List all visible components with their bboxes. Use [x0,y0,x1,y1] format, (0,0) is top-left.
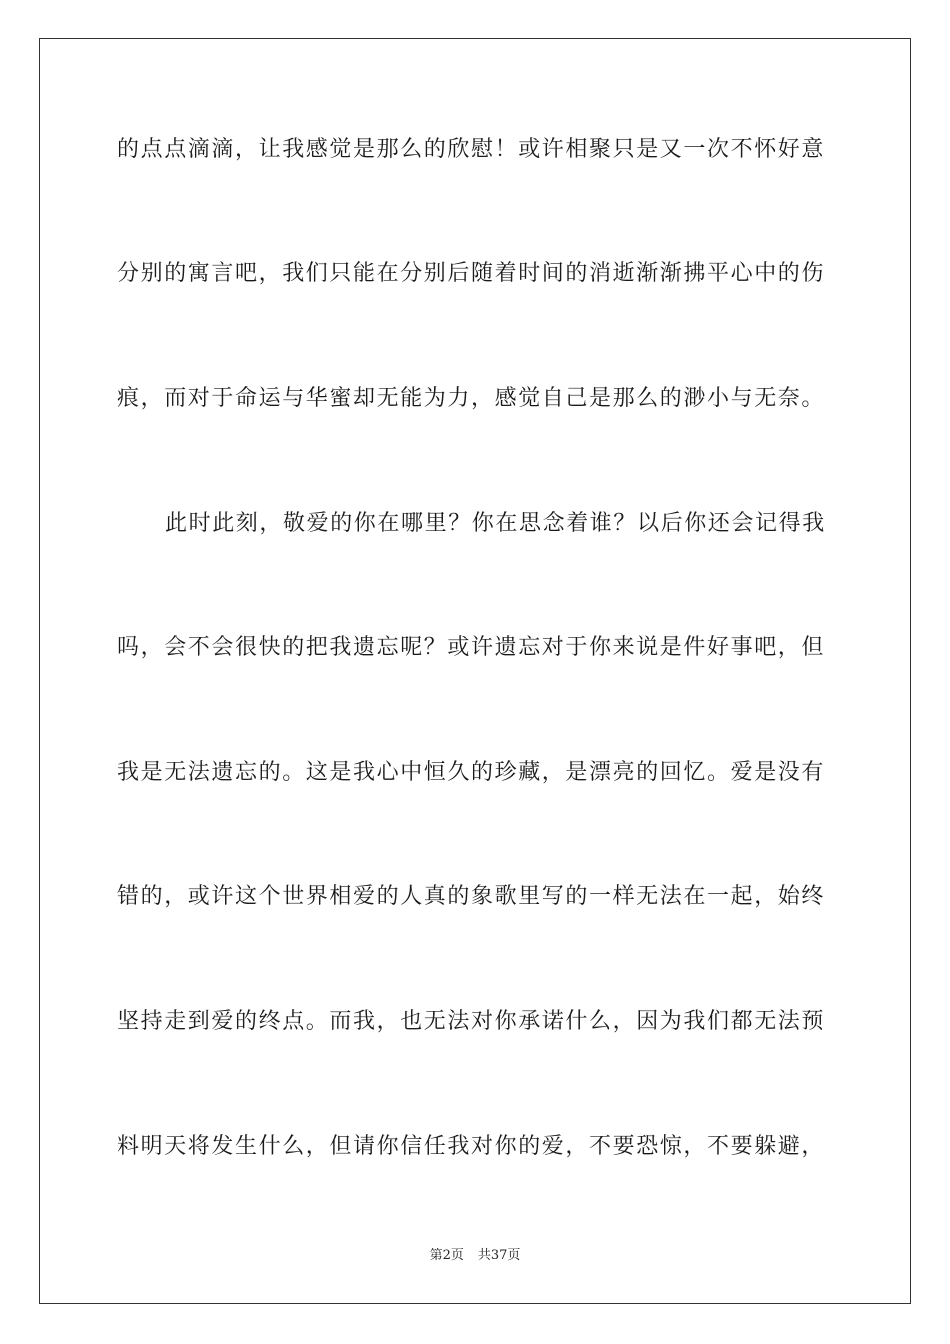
text-line-7: 错的，或许这个世界相爱的人真的象歌里写的一样无法在一起，始终 [117,884,826,909]
text-line-2: 分别的寓言吧，我们只能在分别后随着时间的消逝渐渐拂平心中的伤 [117,261,826,286]
total-pages: 共37页 [477,1248,521,1263]
text-line-6: 我是无法遗忘的。这是我心中恒久的珍藏，是漂亮的回忆。爱是没有 [117,760,826,785]
text-line-5: 吗，会不会很快的把我遗忘呢？或许遗忘对于你来说是件好事吧，但 [117,635,826,660]
text-line-4-paragraph-start: 此时此刻，敬爱的你在哪里？你在思念着谁？以后你还会记得我 [165,511,826,536]
text-line-1: 的点点滴滴，让我感觉是那么的欣慰！或许相聚只是又一次不怀好意 [117,137,826,162]
text-line-3: 痕，而对于命运与华蜜却无能为力，感觉自己是那么的渺小与无奈。 [117,386,826,411]
text-line-9: 料明天将发生什么，但请你信任我对你的爱，不要恐惊，不要躲避， [117,1134,826,1159]
page-number: 第2页 [429,1248,464,1263]
page-border [39,38,911,1304]
page-footer [0,1247,950,1265]
text-line-8: 坚持走到爱的终点。而我，也无法对你承诺什么，因为我们都无法预 [117,1009,826,1034]
